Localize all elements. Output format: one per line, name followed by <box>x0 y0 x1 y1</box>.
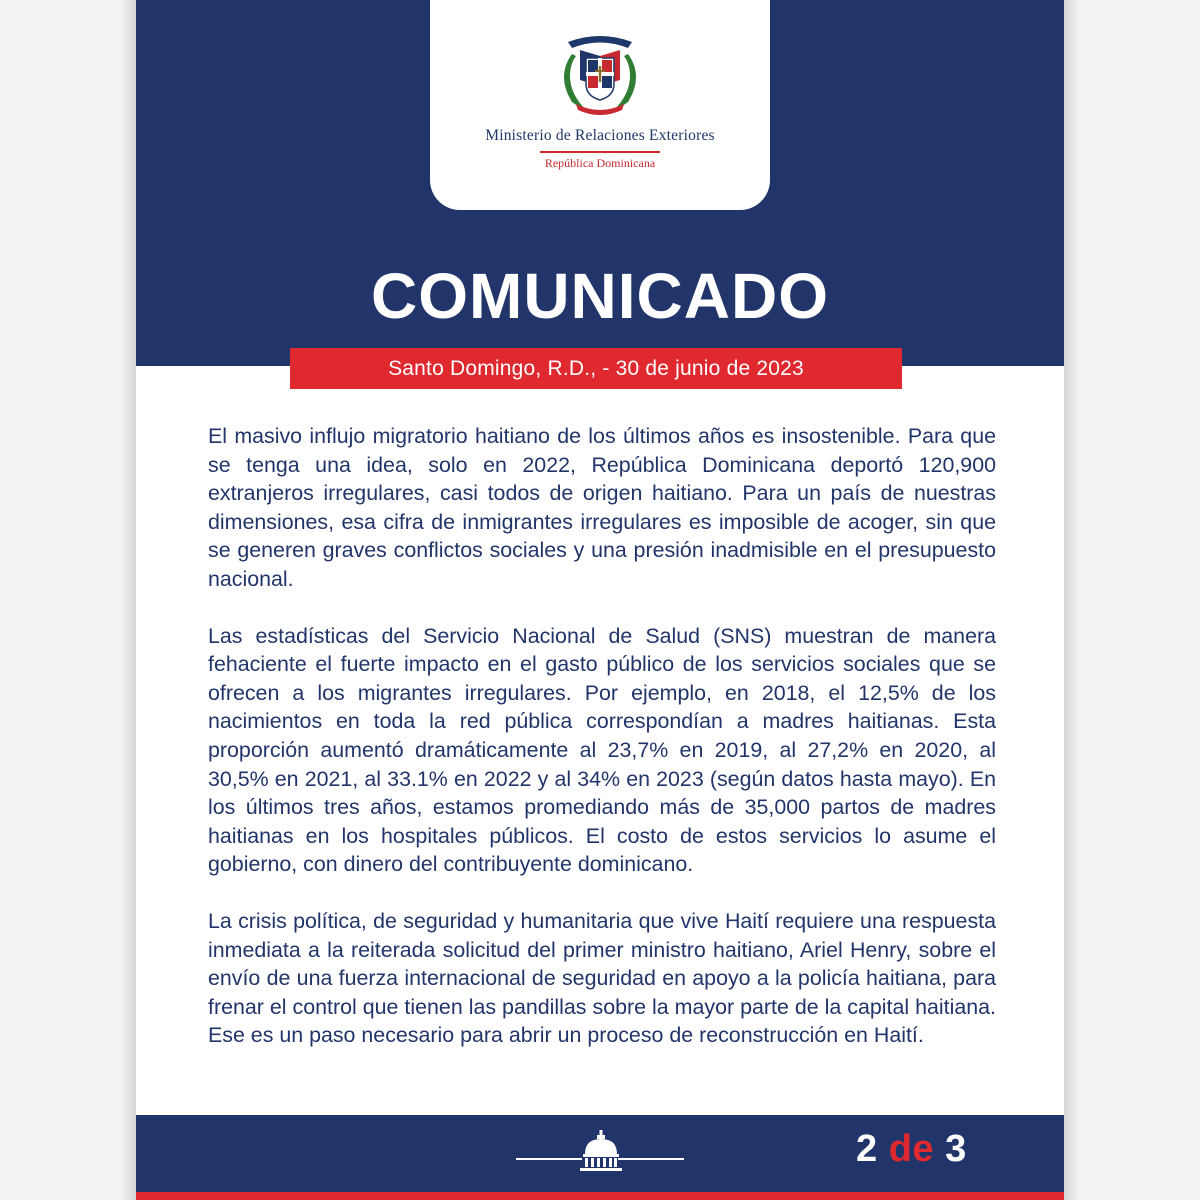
page-current: 2 <box>856 1128 878 1170</box>
footer-divider-left <box>516 1158 582 1160</box>
ministry-name: Ministerio de Relaciones Exteriores <box>485 127 715 144</box>
body-paragraph-1: El masivo influjo migratorio haitiano de los últimos años es insostenible. Para que se tenga una idea, solo en 2022, República Dominicana deportó 120,900 extranjeros irregulares, casi todos de origen haitiano. Para un país de nuestras dimensiones, esa cifra de inmigrantes irregulares es imposible de acoger, sin que se generen graves conflictos sociales y una presión inadmisible en el presupuesto nacional. <box>208 424 996 591</box>
country-name: República Dominicana <box>544 156 656 170</box>
body-paragraph-2: Las estadísticas del Servicio Nacional de Salud (SNS) muestran de manera fehaciente el fuerte impacto en el gasto público de los servicios sociales que se ofrecen a los migrantes irregulares. Por ejemplo, en 2018, el 12,5% de los nacimientos en toda la red pública correspondían a madres haitianas. Esta proporción aumentó dramáticamente al 23,7% en 2019, al 27,2% en 2020, al 30,5% en 2021, al 33.1% en 2022 y al 34% en 2023 (según datos hasta mayo). En los últimos tres años, estamos promediando más de 35,000 partos de madres haitianas en los hospitales públicos. El costo de estos servicios lo asume el gobierno, con dinero del contribuyente dominicano. <box>208 623 996 877</box>
capitol-dome-icon <box>576 1130 626 1172</box>
page-total: 3 <box>945 1128 967 1170</box>
logo-card <box>430 0 770 210</box>
coat-of-arms-icon <box>550 28 650 120</box>
ministry-divider <box>540 151 660 153</box>
communique-body <box>208 422 996 1078</box>
footer-accent-stripe <box>136 1192 1064 1200</box>
page-shadow-right <box>1064 0 1078 1200</box>
page-separator: de <box>888 1128 935 1170</box>
footer-divider-right <box>618 1158 684 1160</box>
communique-page <box>136 0 1064 1200</box>
page-counter <box>856 1128 967 1171</box>
date-banner: Santo Domingo, R.D., - 30 de junio de 2023 <box>290 348 902 389</box>
body-paragraph-3: La crisis política, de seguridad y humanitaria que vive Haití requiere una respuesta inmediata a la reiterada solicitud del primer ministro haitiano, Ariel Henry, sobre el envío de una fuerza internacional de seguridad en apoyo a la policía haitiana, para frenar el control que tienen las pandillas sobre la mayor parte de la capital haitiana. Ese es un paso necesario para abrir un proceso de reconstrucción en Haití. <box>208 908 996 1048</box>
page-title: COMUNICADO <box>371 260 829 332</box>
page-shadow-left <box>122 0 136 1200</box>
